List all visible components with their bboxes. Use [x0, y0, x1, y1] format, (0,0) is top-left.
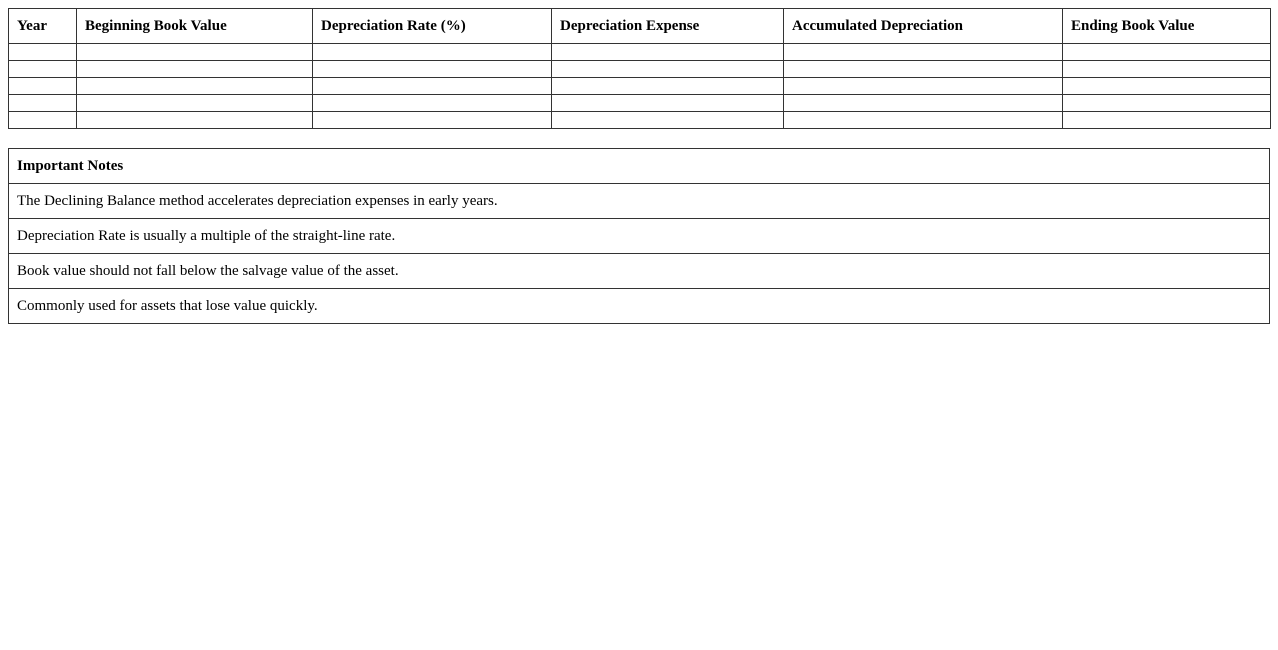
table-body [9, 44, 1271, 129]
note-row [9, 184, 1270, 219]
table-cell [1063, 61, 1271, 78]
column-header-depreciation-expense: Depreciation Expense [552, 9, 784, 44]
table-cell [77, 78, 313, 95]
table-cell [9, 61, 77, 78]
table-row [9, 78, 1271, 95]
table-row [9, 112, 1271, 129]
note-row [9, 254, 1270, 289]
important-notes-table [8, 148, 1270, 324]
table-cell [1063, 95, 1271, 112]
table-cell [313, 44, 552, 61]
notes-header-row [9, 149, 1270, 184]
table-cell [9, 95, 77, 112]
note-text: Commonly used for assets that lose value quickly. [9, 289, 1270, 324]
table-cell [313, 95, 552, 112]
table-row [9, 95, 1271, 112]
table-cell [552, 44, 784, 61]
note-row [9, 289, 1270, 324]
column-header-year: Year [9, 9, 77, 44]
table-cell [784, 95, 1063, 112]
table-cell [9, 44, 77, 61]
note-text: The Declining Balance method accelerates depreciation expenses in early years. [9, 184, 1270, 219]
table-cell [313, 61, 552, 78]
table-header-row [9, 9, 1271, 44]
column-header-beginning-book-value: Beginning Book Value [77, 9, 313, 44]
column-header-accumulated-depreciation: Accumulated Depreciation [784, 9, 1063, 44]
table-cell [552, 95, 784, 112]
note-text: Book value should not fall below the salvage value of the asset. [9, 254, 1270, 289]
table-cell [784, 44, 1063, 61]
table-cell [313, 78, 552, 95]
table-cell [552, 78, 784, 95]
table-cell [1063, 44, 1271, 61]
table-cell [77, 95, 313, 112]
table-cell [9, 78, 77, 95]
notes-title: Important Notes [9, 149, 1270, 184]
table-row [9, 44, 1271, 61]
table-cell [784, 78, 1063, 95]
depreciation-schedule-table [8, 8, 1271, 129]
table-cell [552, 61, 784, 78]
note-row [9, 219, 1270, 254]
table-cell [313, 112, 552, 129]
table-cell [77, 44, 313, 61]
table-cell [784, 112, 1063, 129]
page [8, 8, 1270, 324]
column-header-ending-book-value: Ending Book Value [1063, 9, 1271, 44]
table-cell [1063, 112, 1271, 129]
table-cell [77, 61, 313, 78]
table-cell [77, 112, 313, 129]
table-cell [1063, 78, 1271, 95]
note-text: Depreciation Rate is usually a multiple of the straight-line rate. [9, 219, 1270, 254]
table-cell [9, 112, 77, 129]
table-row [9, 61, 1271, 78]
table-cell [552, 112, 784, 129]
column-header-depreciation-rate: Depreciation Rate (%) [313, 9, 552, 44]
table-cell [784, 61, 1063, 78]
